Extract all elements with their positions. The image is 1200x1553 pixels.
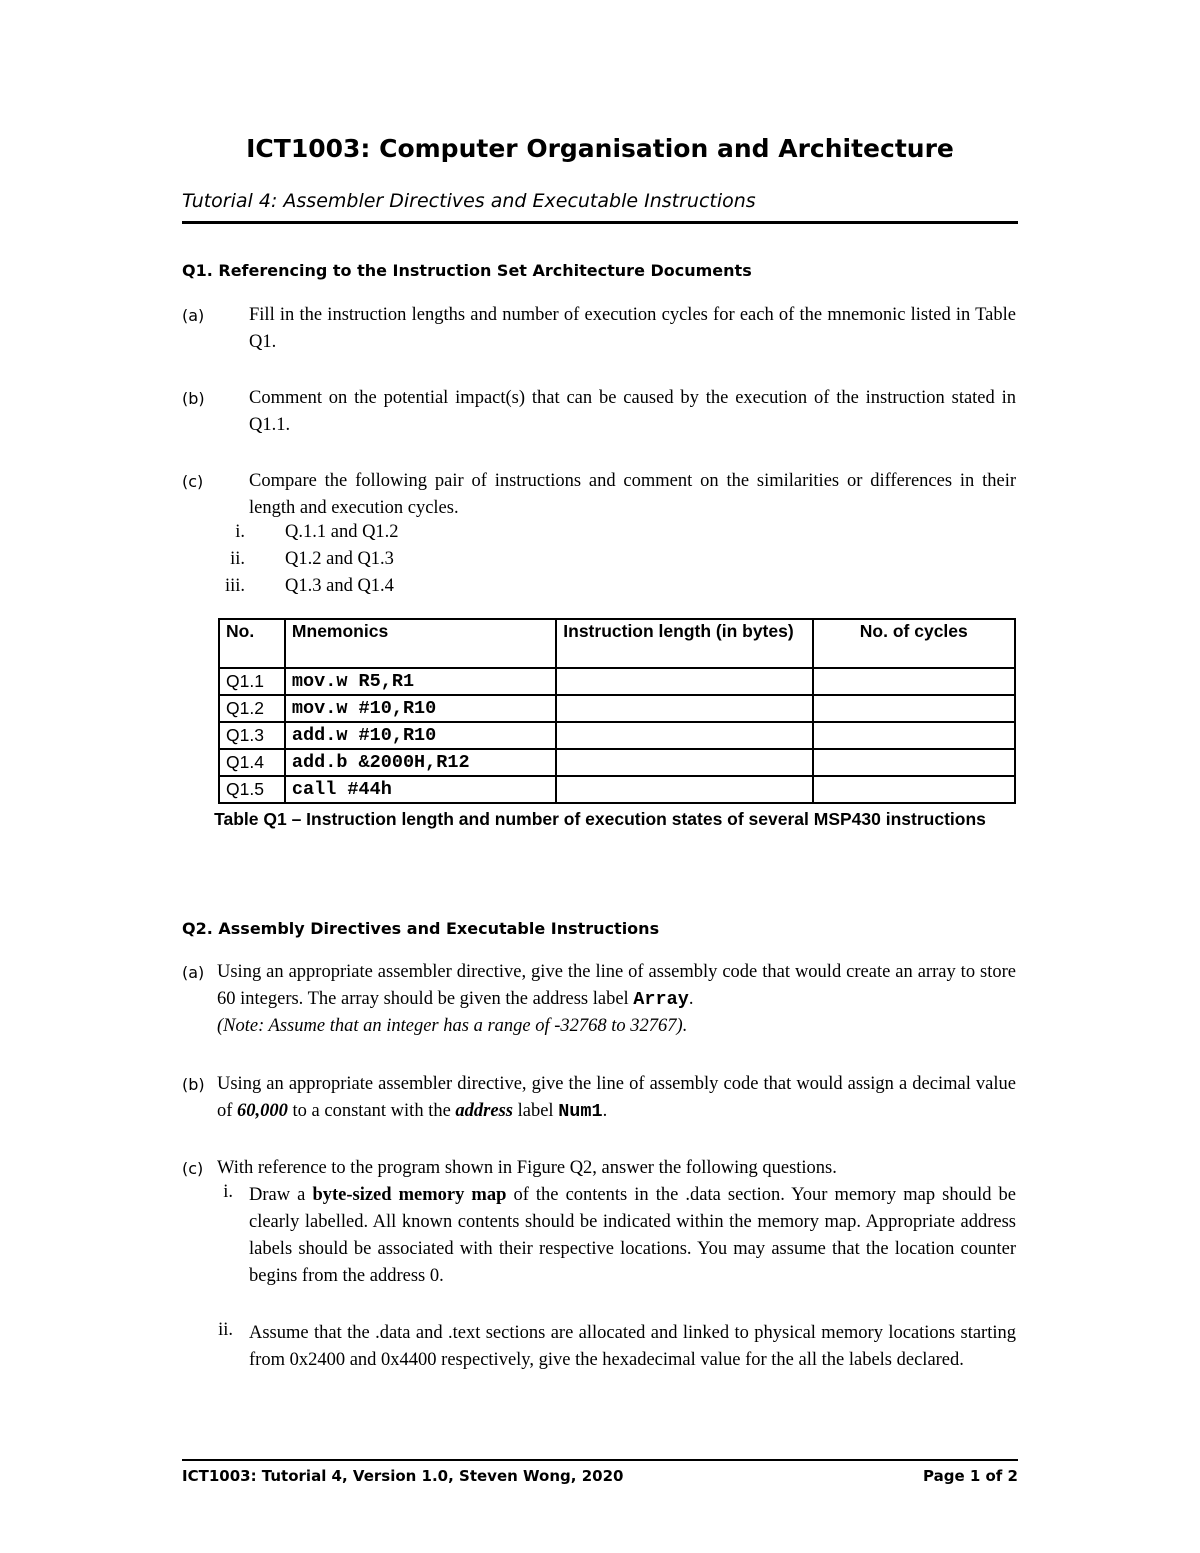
q2-a-text: Using an appropriate assembler directive, give the line of assembly code that would create an array to store 60 integers. The array should be given the address label <box>217 962 1016 1009</box>
q2-c-i-paragraph <box>249 1182 1016 1290</box>
q2-b-text: Using an appropriate assembler directive, give the line of assembly code that would assign a decimal value of <box>217 1074 1016 1121</box>
q2-b-paragraph: Using an appropriate assembler directive, give the line of assembly code that would assign a decimal value of 60,000 to a constant with the address label Num1. <box>217 1074 1016 1122</box>
column-header-no: No. <box>219 619 285 668</box>
table-q1 <box>218 618 1016 804</box>
q1-heading: Q1. Referencing to the Instruction Set Architecture Documents <box>182 261 752 280</box>
q1-c-label: (c) <box>182 472 204 491</box>
column-header-mnemonics: Mnemonics <box>285 619 556 668</box>
q1-c-item-num: iii. <box>224 576 245 596</box>
table-row <box>219 749 1015 776</box>
q2-b-text-3: label <box>517 1101 554 1121</box>
column-header-length <box>556 619 812 668</box>
q1-b-text: Comment on the potential impact(s) that can be caused by the execution of the instruction stated in Q1.1. <box>249 388 1016 435</box>
q1-c-item-num: i. <box>235 522 245 542</box>
q1-c-item-num: ii. <box>230 549 245 569</box>
cell-mnemonic: mov.w R5,R1 <box>285 668 556 695</box>
table-header-row <box>219 619 1015 668</box>
q2-c-i-text: Draw a <box>249 1185 306 1205</box>
cell-length <box>556 695 812 722</box>
q2-c-text: With reference to the program shown in Figure Q2, answer the following questions. <box>217 1158 837 1178</box>
q1-c-item-text: Q.1.1 and Q1.2 <box>285 522 399 542</box>
q2-b-text-2: to a constant with the <box>292 1101 451 1121</box>
cell-length <box>556 668 812 695</box>
cell-cycles <box>813 776 1015 803</box>
document-title: ICT1003: Computer Organisation and Architecture <box>246 134 954 163</box>
cell-mnemonic: call #44h <box>285 776 556 803</box>
q2-a-note: (Note: Assume that an integer has a range of -32768 to 32767). <box>217 1016 688 1036</box>
cell-no: Q1.3 <box>219 722 285 749</box>
q2-b-label: (b) <box>182 1075 205 1094</box>
cell-cycles <box>813 749 1015 776</box>
q2-c-ii-text: Assume that the .data and .text sections are allocated and linked to physical memory locations starting from 0x2400 and 0x4400 respectively, give the hexadecimal value for the all the labels declared. <box>249 1323 1016 1370</box>
q2-b-code-label: Num1 <box>558 1101 603 1122</box>
table-row <box>219 722 1015 749</box>
cell-cycles <box>813 722 1015 749</box>
title-divider <box>182 221 1018 224</box>
table-row <box>219 776 1015 803</box>
cell-mnemonic: add.b &2000H,R12 <box>285 749 556 776</box>
cell-length <box>556 776 812 803</box>
table-q1-caption: Table Q1 – Instruction length and number of execution states of several MSP430 instructions <box>214 809 986 829</box>
q2-c-i-text-2: of the contents in the .data section. Your memory map should be clearly labelled. All known contents should be indicated within the memory map. Appropriate address labels should be associated with their respective locations. You may assume that the location counter begins from the address 0. <box>249 1185 1016 1286</box>
column-header-length-text: Instruction length (in bytes) <box>563 621 794 641</box>
q2-a-label: (a) <box>182 963 205 982</box>
q2-c-i-bold: byte-sized memory map <box>312 1185 507 1205</box>
column-header-cycles: No. of cycles <box>813 619 1015 668</box>
q1-b-label: (b) <box>182 389 205 408</box>
q2-a-paragraph: Using an appropriate assembler directive, give the line of assembly code that would create an array to store 60 integers. The array should be given the address label Array. (Note: Assume that an integer has a range of -32768 to 32767). <box>217 962 1016 1036</box>
cell-cycles <box>813 695 1015 722</box>
q2-c-i-num: i. <box>223 1182 233 1202</box>
cell-length <box>556 749 812 776</box>
q2-heading: Q2. Assembly Directives and Executable Instructions <box>182 919 660 938</box>
q1-c-item-text: Q1.3 and Q1.4 <box>285 576 394 596</box>
table-row <box>219 668 1015 695</box>
cell-mnemonic: add.w #10,R10 <box>285 722 556 749</box>
footer-info: ICT1003: Tutorial 4, Version 1.0, Steven Wong, 2020 <box>182 1467 624 1485</box>
page-number: Page 1 of 2 <box>923 1467 1018 1485</box>
cell-no: Q1.1 <box>219 668 285 695</box>
q1-c-text: Compare the following pair of instructions and comment on the similarities or differences in their length and execution cycles. <box>249 471 1016 518</box>
cell-no: Q1.2 <box>219 695 285 722</box>
q2-c-label: (c) <box>182 1159 204 1178</box>
q2-a-code-label: Array <box>633 989 689 1010</box>
table-row <box>219 695 1015 722</box>
q1-a-label: (a) <box>182 306 205 325</box>
document-subtitle: Tutorial 4: Assembler Directives and Executable Instructions <box>182 190 756 212</box>
cell-mnemonic: mov.w #10,R10 <box>285 695 556 722</box>
cell-no: Q1.5 <box>219 776 285 803</box>
q1-a-text: Fill in the instruction lengths and number of execution cycles for each of the mnemonic listed in Table Q1. <box>249 305 1016 352</box>
cell-cycles <box>813 668 1015 695</box>
q2-c-ii-num: ii. <box>218 1320 233 1340</box>
cell-no: Q1.4 <box>219 749 285 776</box>
cell-length <box>556 722 812 749</box>
footer-divider <box>182 1459 1018 1461</box>
q2-b-address-word: address <box>455 1101 513 1121</box>
q1-c-item-text: Q1.2 and Q1.3 <box>285 549 394 569</box>
q2-b-value: 60,000 <box>237 1101 288 1121</box>
